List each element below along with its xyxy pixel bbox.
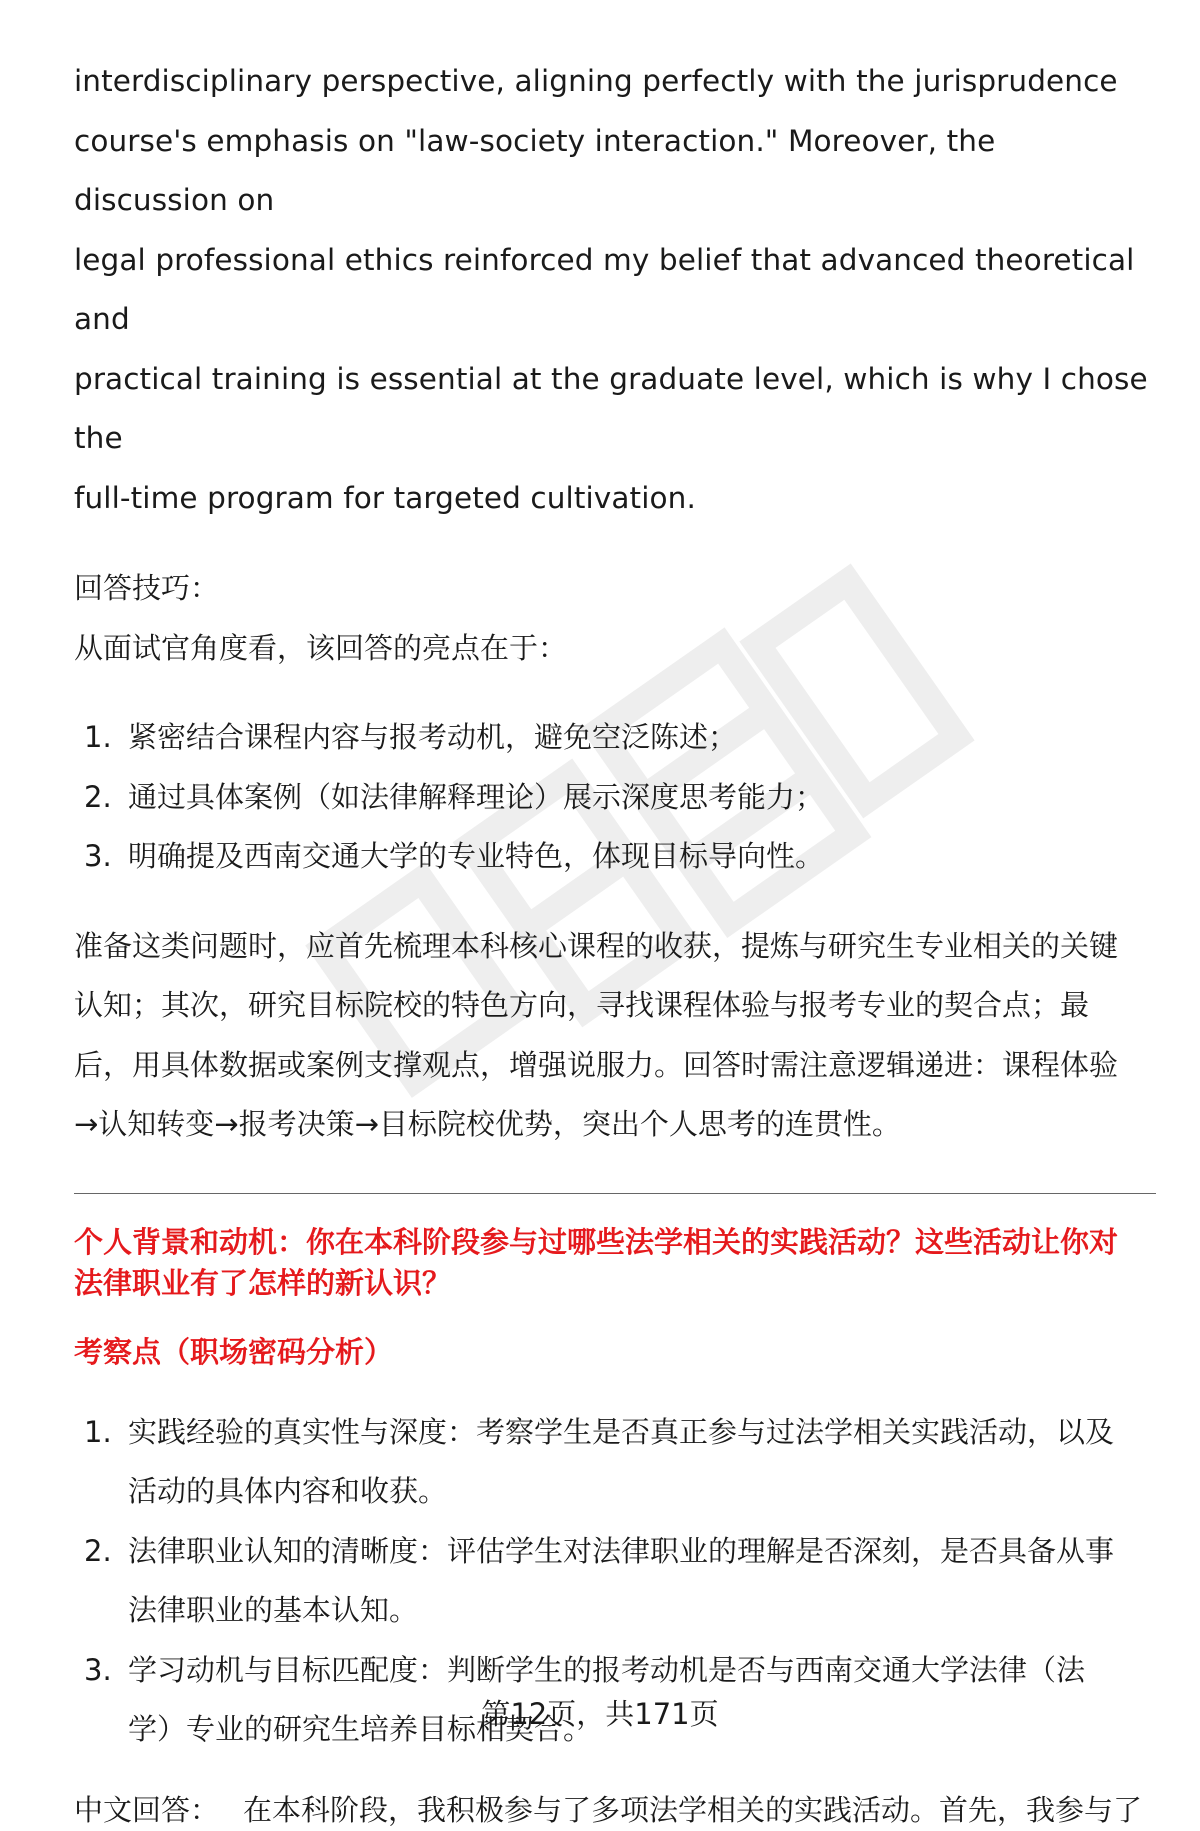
list-item-line: 学）专业的研究生培养目标相契合。 xyxy=(128,1712,593,1746)
intro-line: legal professional ethics reinforced my belief that advanced theoretical and xyxy=(74,242,1135,336)
list-item-line: 法律职业的基本认知。 xyxy=(128,1593,419,1627)
list-number: 1. xyxy=(84,1414,112,1449)
advice-paragraph xyxy=(74,917,1156,1155)
answer-label: 中文回答： xyxy=(74,1792,220,1827)
list-item-line: 实践经验的真实性与深度：考察学生是否真正参与过法学相关实践活动，以及 xyxy=(128,1414,1115,1449)
intro-paragraph xyxy=(74,52,1156,528)
answer-text: 在本科阶段，我积极参与了多项法学相关的实践活动。首先，我参与了 xyxy=(243,1792,1143,1827)
list-item xyxy=(74,1522,1156,1641)
page-number-footer: 第12页，共171页 xyxy=(481,1697,719,1731)
advice-line: →认知转变→报考决策→目标院校优势，突出个人思考的连贯性。 xyxy=(74,1107,901,1141)
tips-section xyxy=(74,559,1156,1155)
question-line: 个人背景和动机：你在本科阶段参与过哪些法学相关的实践活动？这些活动让你对 xyxy=(74,1224,1119,1259)
tips-lead: 从面试官角度看，该回答的亮点在于： xyxy=(74,630,568,665)
section-divider xyxy=(74,1193,1156,1194)
list-item-text: 紧密结合课程内容与报考动机，避免空泛陈述； xyxy=(128,720,738,754)
list-item-line: 活动的具体内容和收获。 xyxy=(128,1474,448,1508)
intro-line: course's emphasis on "law-society interaction." Moreover, the discussion on xyxy=(74,123,996,217)
advice-line: 后，用具体数据或案例支撑观点，增强说服力。回答时需注意逻辑递进：课程体验 xyxy=(74,1047,1119,1082)
advice-line: 准备这类问题时，应首先梳理本科核心课程的收获，提炼与研究生专业相关的关键 xyxy=(74,928,1119,963)
list-item xyxy=(74,708,1156,768)
list-item-text: 通过具体案例（如法律解释理论）展示深度思考能力； xyxy=(128,779,825,814)
list-item xyxy=(74,1403,1156,1522)
document-page xyxy=(74,52,1156,1831)
intro-line: full-time program for targeted cultivation. xyxy=(74,480,696,515)
tips-list xyxy=(74,708,1156,887)
list-number: 1. xyxy=(84,720,112,754)
focus-title: 考察点（职场密码分析） xyxy=(74,1334,394,1369)
list-item xyxy=(74,768,1156,828)
tips-label: 回答技巧： xyxy=(74,571,220,605)
list-number: 3. xyxy=(84,839,112,873)
intro-line: interdisciplinary perspective, aligning perfectly with the jurisprudence xyxy=(74,64,1118,98)
list-item-text: 明确提及西南交通大学的专业特色，体现目标导向性。 xyxy=(128,839,825,873)
advice-line: 认知；其次，研究目标院校的特色方向，寻找课程体验与报考专业的契合点；最 xyxy=(74,988,1090,1022)
intro-line: practical training is essential at the graduate level, which is why I chose the xyxy=(74,361,1148,455)
list-number: 2. xyxy=(84,779,112,814)
list-number: 2. xyxy=(84,1533,112,1568)
list-item-line: 学习动机与目标匹配度：判断学生的报考动机是否与西南交通大学法律（法 xyxy=(128,1652,1086,1687)
list-item xyxy=(74,827,1156,887)
question-heading xyxy=(74,1222,1156,1304)
list-item-line: 法律职业认知的清晰度：评估学生对法律职业的理解是否深刻，是否具备从事 xyxy=(128,1533,1115,1568)
answer-paragraph xyxy=(74,1790,1156,1831)
list-number: 3. xyxy=(84,1652,112,1687)
question-line: 法律职业有了怎样的新认识？ xyxy=(74,1265,452,1300)
